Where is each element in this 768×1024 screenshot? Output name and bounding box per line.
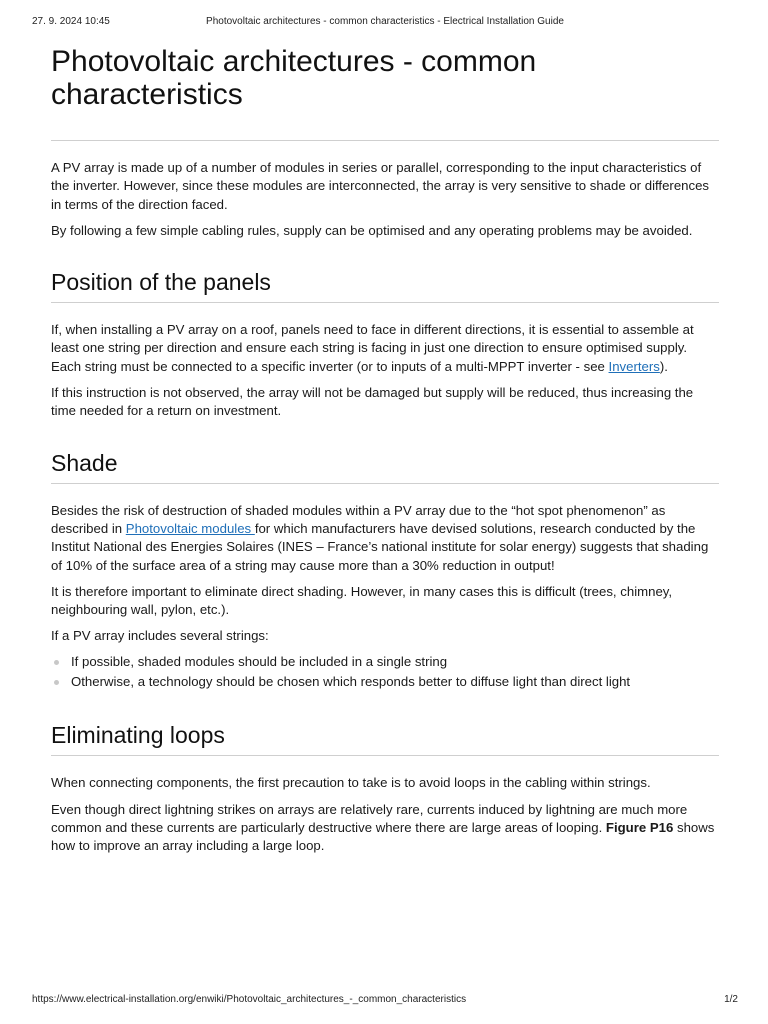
shade-paragraph-3: If a PV array includes several strings: xyxy=(51,628,269,644)
bullet-icon xyxy=(54,660,59,665)
print-doc-title: Photovoltaic architectures - common characteristics - Electrical Installation Guide xyxy=(206,16,564,27)
shade-paragraph-1-text: Besides the risk of destruction of shaded modules within a PV array due to the “hot spot phenomenon” as described in xyxy=(51,502,666,536)
page-title: Photovoltaic architectures - common characteristics xyxy=(51,45,719,141)
list-item xyxy=(51,673,719,691)
bullet-icon xyxy=(54,680,59,685)
inverters-link[interactable]: Inverters xyxy=(608,358,660,374)
intro-paragraph-1: A PV array is made up of a number of modules in series or parallel, corresponding to the input characteristics of the inverter. However, since these modules are interconnected, the array is very sensitive to shade or differences in terms of the direction faced. xyxy=(51,160,710,212)
loops-paragraph-2 xyxy=(51,801,719,856)
position-paragraph-2: If this instruction is not observed, the array will not be damaged but supply will be reduced, thus increasing the time needed for a return on investment. xyxy=(51,385,694,419)
section-heading-shade: Shade xyxy=(51,449,719,484)
loops-paragraph-2-end: shows how to improve an array including a large loop. xyxy=(51,819,715,854)
print-url: https://www.electrical-installation.org/enwiki/Photovoltaic_architectures_-_common_characteristics xyxy=(32,994,467,1005)
position-paragraph-1-end: ). xyxy=(659,358,668,374)
loops-paragraph-2-text: Even though direct lightning strikes on arrays are relatively rare, currents induced by lightning are much more common and these currents are particularly destructive where there are large areas of looping. xyxy=(51,801,688,835)
list-item-text: Otherwise, a technology should be chosen which responds better to diffuse light than direct light xyxy=(71,674,631,690)
shade-paragraph-1-end: for which manufacturers have devised solutions, research conducted by the Institut National des Energies Solaires (INES – France’s national institute for solar energy) suggests that shading of 10% of the surface area of a string may cause more than a 30% reduction in output! xyxy=(51,520,709,573)
shade-paragraph-1 xyxy=(51,502,719,575)
loops-paragraph-1: When connecting components, the first precaution to take is to avoid loops in the cabling within strings. xyxy=(51,775,651,791)
print-footer xyxy=(32,994,738,1008)
article-content xyxy=(51,45,719,856)
list-item xyxy=(51,653,719,671)
figure-reference: Figure P16 xyxy=(605,819,674,835)
intro-paragraph-2: By following a few simple cabling rules, supply can be optimised and any operating problems may be avoided. xyxy=(51,222,693,238)
print-header xyxy=(32,16,738,30)
section-heading-position: Position of the panels xyxy=(51,268,719,303)
photovoltaic-modules-link[interactable]: Photovoltaic modules xyxy=(125,520,255,536)
shade-paragraph-2: It is therefore important to eliminate direct shading. However, in many cases this is difficult (trees, chimney, neighbouring wall, pylon, etc.). xyxy=(51,583,673,618)
shade-bullet-list xyxy=(51,653,719,692)
position-paragraph-1 xyxy=(51,321,719,376)
section-heading-loops: Eliminating loops xyxy=(51,721,719,756)
print-datetime: 27. 9. 2024 10:45 xyxy=(32,16,110,27)
list-item-text: If possible, shaded modules should be included in a single string xyxy=(71,653,448,669)
position-paragraph-1-text: If, when installing a PV array on a roof, panels need to face in different directions, it is essential to assemble at least one string per direction and ensure each string is facing in just one direction to ensure optimised supply. Each string must be connected to a specific inverter (or to inputs of a multi-MPPT inverter - see xyxy=(51,322,694,374)
page-number: 1/2 xyxy=(724,994,738,1005)
